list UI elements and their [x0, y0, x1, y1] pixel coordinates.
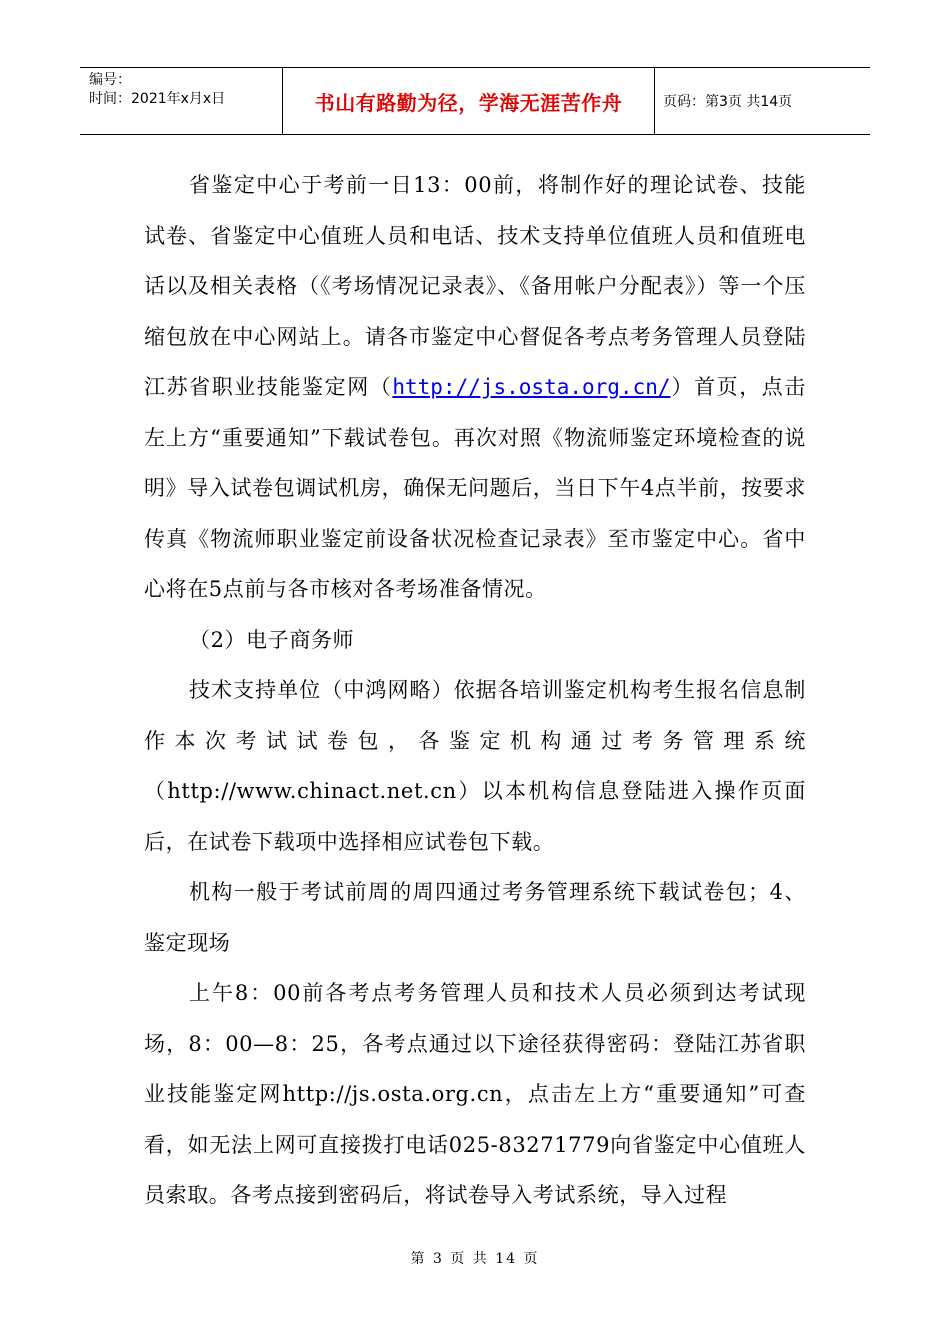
paragraph-text: 省鉴定中心于考前一日13：00前，将制作好的理论试卷、技能试卷、省鉴定中心值班人员和电话、技术支持单位值班人员和值班电话以及相关表格（《考场情况记录表》、《备用帐户分配表》）等一个压缩包放在中心网站上。请各市鉴定中心督促各考点考务管理人员登陆江苏省职业技能鉴定网（ — [144, 173, 806, 399]
paragraph: 机构一般于考试前周的周四通过考务管理系统下载试卷包；4、鉴定现场 — [144, 880, 806, 955]
document-body — [144, 160, 806, 1221]
osta-website-link[interactable]: http://js.osta.org.cn/ — [392, 375, 671, 399]
header-motto: 书山有路勤为径，学海无涯苦作舟 — [283, 68, 655, 134]
paragraph: 上午8：00前各考点考务管理人员和技术人员必须到达考试现场，8：00—8：25，各考点通过以下途径获得密码：登陆江苏省职业技能鉴定网http://js.osta.org.cn，点击左上方“重要通知”可查看，如无法上网可直接拨打电话025-83271779向省鉴定中心值班人员索取。各考点接到密码后，将试卷导入考试系统，导入过程 — [144, 981, 806, 1207]
page-footer: 第 3 页 共 14 页 — [410, 1251, 540, 1267]
document-date: 时间：2021年x月x日 — [89, 91, 226, 107]
paragraph — [144, 160, 806, 615]
page-header — [80, 67, 870, 135]
section-heading: （2）电子商务师 — [189, 627, 355, 652]
header-page-info: 页码：第3页 共14页 — [663, 94, 793, 110]
paragraph: 技术支持单位（中鸿网略）依据各培训鉴定机构考生报名信息制作本次考试试卷包，各鉴定机构通过考务管理系统（http://www.chinact.net.cn）以本机构信息登陆进入操作页面后，在试卷下载项中选择相应试卷包下载。 — [144, 678, 806, 854]
paragraph-text: ）首页，点击左上方“重要通知”下载试卷包。再次对照《物流师鉴定环境检查的说明》导入试卷包调试机房，确保无问题后，当日下午4点半前，按要求传真《物流师职业鉴定前设备状况检查记录表》至市鉴定中心。省中心将在5点前与各市核对各考场准备情况。 — [144, 375, 806, 601]
document-number-label: 编号： — [89, 72, 131, 88]
header-meta-cell — [80, 68, 283, 134]
